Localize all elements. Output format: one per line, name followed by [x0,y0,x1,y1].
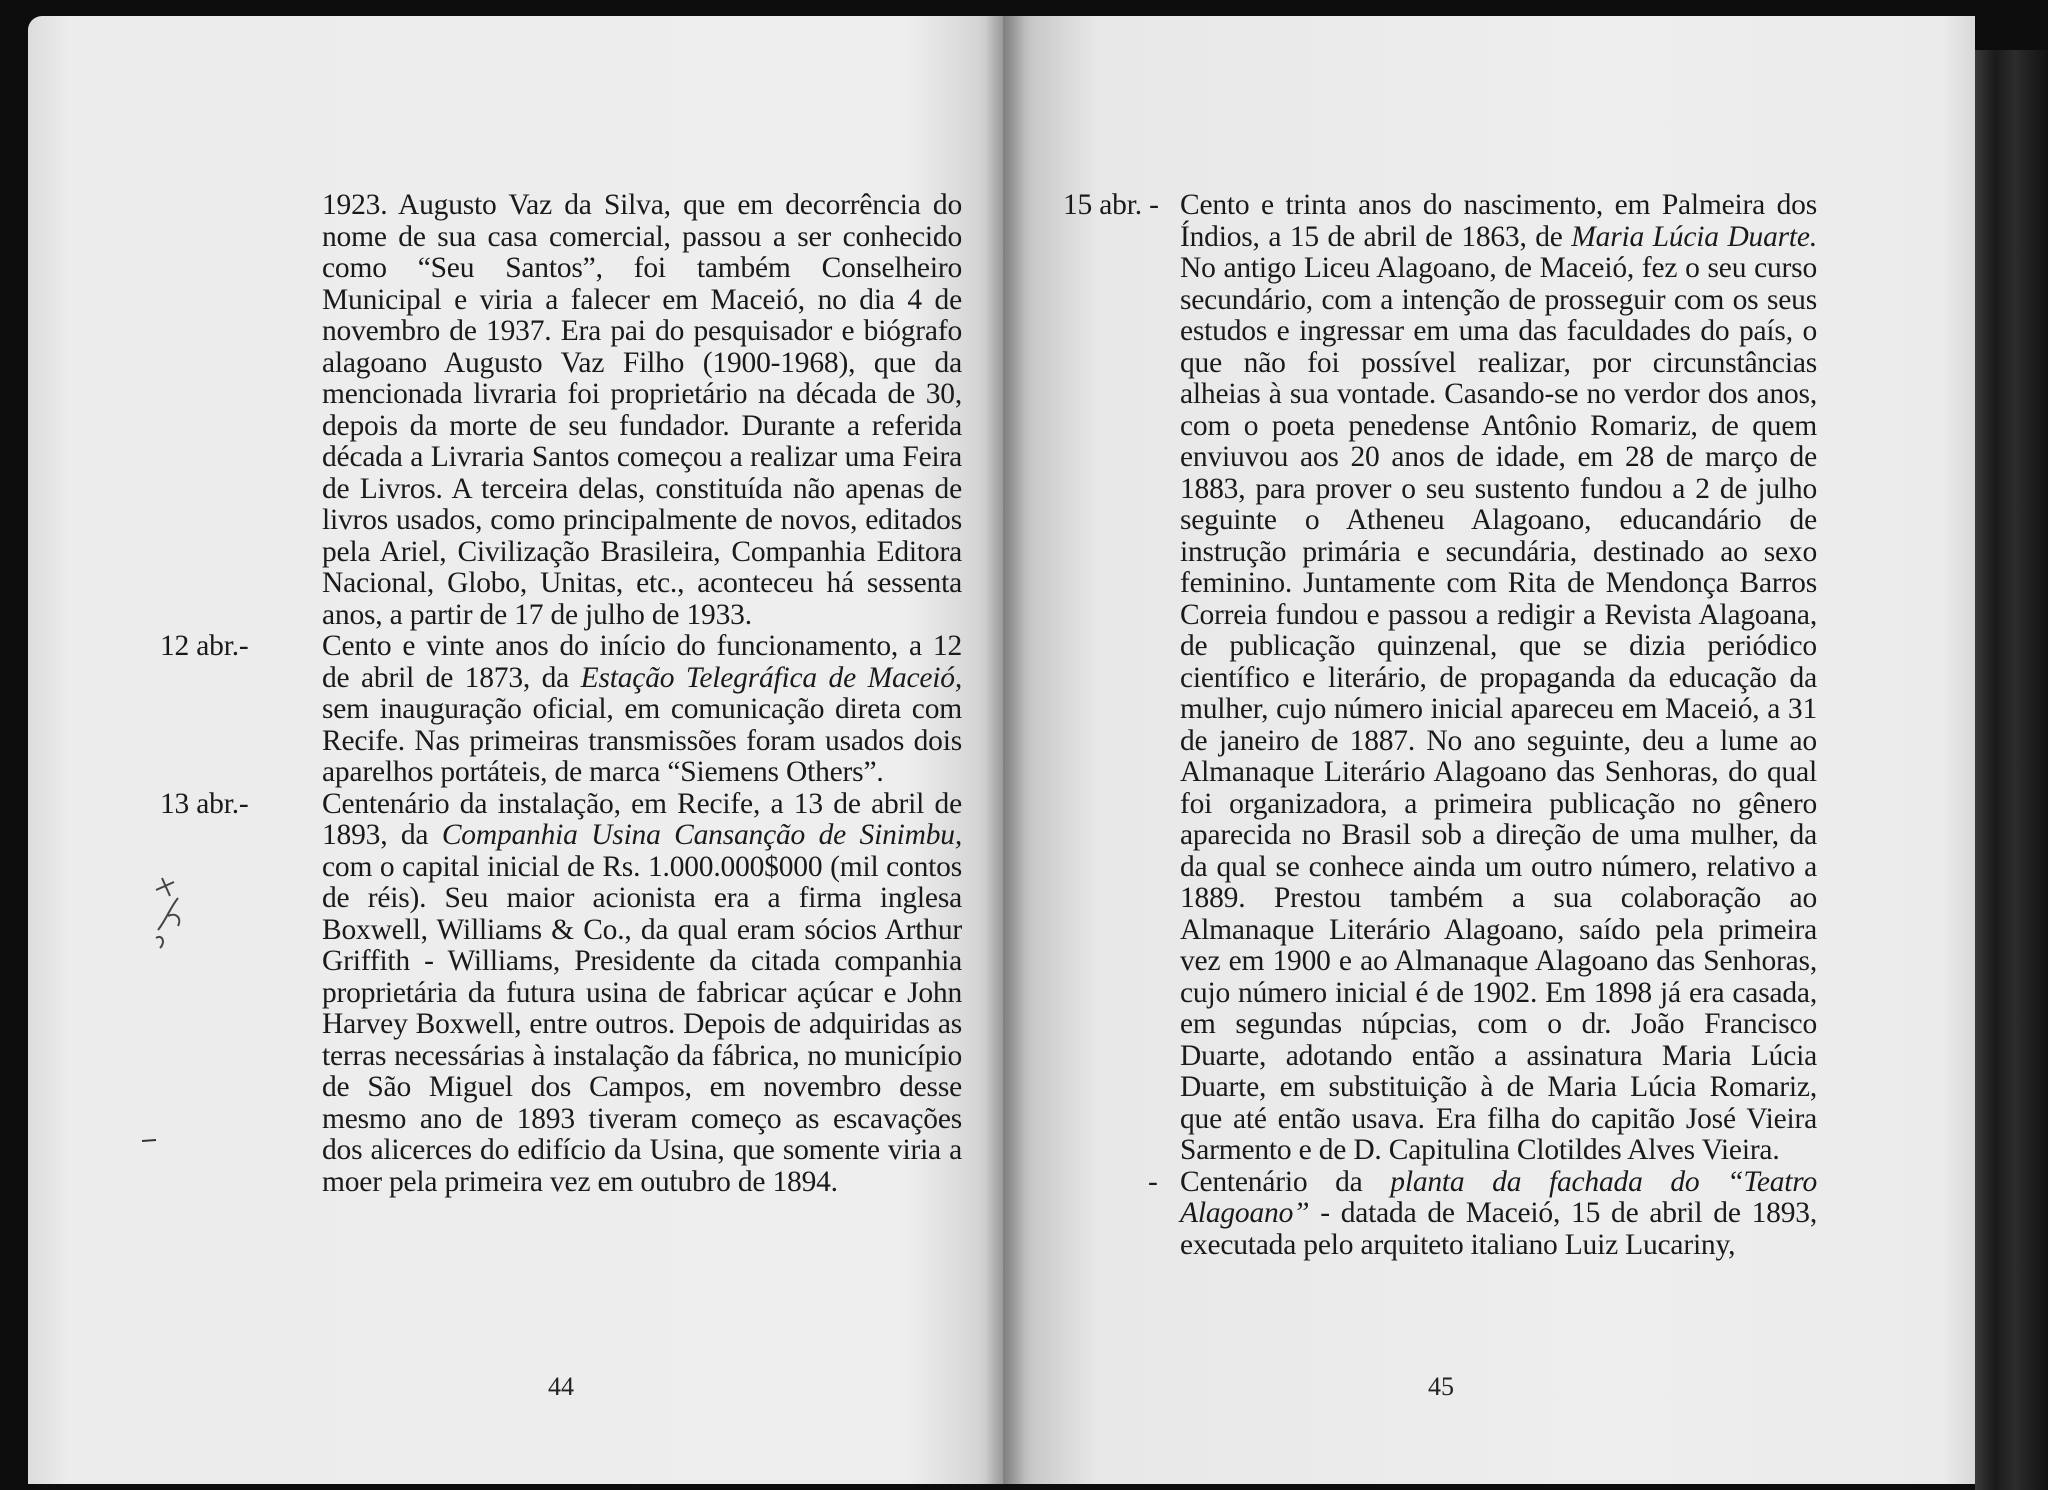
page-number-left: 44 [548,1372,574,1401]
entry-text: Centenário da instalação, em Recife, a 13 de abril de 1893, da Companhia Usina Cansanção de Sinimbu, com o capital inicial de Rs. 1.000.000$000 (mil contos de réis). Seu maior acionista era a firma inglesa Boxwell, Williams & Co., da qual eram sócios Arthur Griffith - Williams, Presidente da citada companhia proprietária da futura usina de fabricar açúcar e John Harvey Boxwell, entre outros. Depois de adquiridas as terras necessárias à instalação da fábrica, no município de São Miguel dos Campos, em novembro desse mesmo ano de 1893 tiveram começo as escavações dos alicerces do edifício da Usina, que somente viria a moer pela primeira vez em outubro de 1894. [322,787,963,1198]
continuation-paragraph: 1923. Augusto Vaz da Silva, que em decorrência do nome de sua casa comercial, passou a ser conhecido como “Seu Santos”, foi também Conselheiro Municipal e viria a falecer em Maceió, no dia 4 de novembro de 1937. Era pai do pesquisador e biógrafo alagoano Augusto Vaz Filho (1900-1968), que da mencionada livraria foi proprietário na década de 30, depois da morte de seu fundador. Durante a referida década a Livraria Santos começou a realizar uma Feira de Livros. A terceira delas, constituída não apenas de livros usados, como principalmente de novos, editados pela Ariel, Civilização Brasileira, Companhia Editora Nacional, Globo, Unitas, etc., aconteceu há sessenta anos, a partir de 17 de julho de 1933. [322,189,962,631]
entry-dash: - [1148,1165,1158,1198]
entry-date: 12 abr.- [160,630,249,662]
entry-12-abr [160,630,963,789]
left-page-text [160,189,963,1198]
entry-text: Centenário da planta da fachada do “Teatro Alagoano” - datada de Maceió, 15 de abril de 1893, executada pelo arquiteto italiano Luiz Lucariny, [1180,1165,1817,1261]
handwritten-pen-mark [148,868,208,958]
entry-text: Cento e vinte anos do início do funcionamento, a 12 de abril de 1873, da Estação Telegráfica de Maceió, sem inauguração oficial, em comunicação direta com Recife. Nas primeiras transmissões foram usados dois aparelhos portáteis, de marca “Siemens Others”. [322,630,963,788]
page-number-right: 45 [1428,1372,1454,1401]
book-spine-shadow [985,16,1025,1484]
entry-13-abr [160,787,963,1199]
right-page-text [1063,189,1817,1261]
ink-speck [142,1138,156,1144]
entry-date: 15 abr. - [1063,189,1159,221]
entry-15-abr [1063,189,1817,1167]
entry-teatro-alagoano [1148,1165,1817,1262]
entry-date: 13 abr.- [160,787,249,820]
entry-text: Cento e trinta anos do nascimento, em Palmeira dos Índios, a 15 de abril de 1863, de Maria Lúcia Duarte. No antigo Liceu Alagoano, de Maceió, fez o seu curso secundário, com a intenção de prosseguir com os seus estudos e ingressar em uma das faculdades do país, o que não foi possível realizar, por circunstâncias alheias à sua vontade. Casando-se no verdor dos anos, com o poeta penedense Antônio Romariz, de quem enviuvou aos 20 anos de idade, em 28 de março de 1883, para prover o seu sustento fundou a 2 de julho seguinte o Atheneu Alagoano, educandário de instrução primária e secundária, destinado ao sexo feminino. Juntamente com Rita de Mendonça Barros Correia fundou e passou a redigir a Revista Alagoana, de publicação quinzenal, que se dizia periódico científico e literário, de propaganda da educação da mulher, cujo número inicial apareceu em Maceió, a 31 de janeiro de 1887. No ano seguinte, deu a lume ao Almanaque Literário Alagoano das Senhoras, do qual foi organizadora, a primeira publicação no gênero aparecida no Brasil sob a direção de uma mulher, da da qual se conhece ainda um outro número, relativo a 1889. Prestou também a sua colaboração ao Almanaque Literário Alagoano, saído pela primeira vez em 1900 e ao Almanaque Alagoano das Senhoras, cujo número inicial é de 1902. Em 1898 já era casada, em segundas núpcias, com o dr. João Francisco Duarte, adotando então a assinatura Maria Lúcia Duarte, em substituição à de Maria Lúcia Romariz, que até então usava. Era filha do capitão José Vieira Sarmento e de D. Capitulina Clotildes Alves Vieira. [1180,189,1817,1166]
page-edges [1975,50,2048,1490]
